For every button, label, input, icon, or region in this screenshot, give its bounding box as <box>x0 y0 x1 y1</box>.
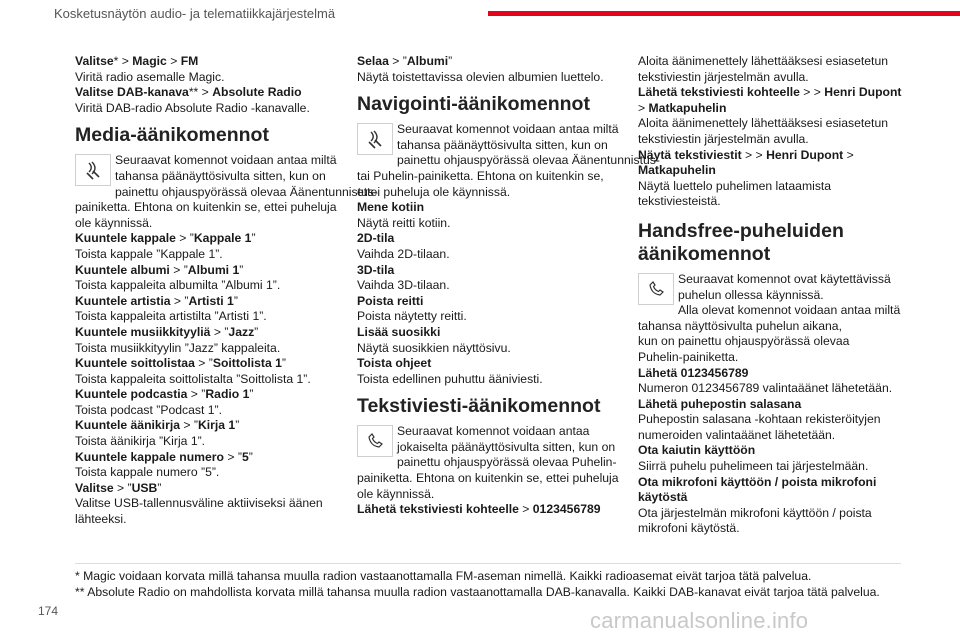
description-text: Vaihda 3D-tilaan. <box>357 278 450 293</box>
text-line: painettu ohjauspyörässä olevaa Puhelin- <box>397 455 617 470</box>
page-number: 174 <box>38 604 59 618</box>
description-text: > ” <box>388 54 407 68</box>
command-text: Absolute Radio <box>212 85 302 100</box>
command-text: 0123456789 <box>532 502 601 517</box>
handsfree-intro <box>638 272 900 366</box>
text-line: Seuraavat komennot voidaan antaa miltä <box>115 153 337 168</box>
description-text: Viritä DAB-radio Absolute Radio -kanavalle. <box>75 100 310 115</box>
column-2 <box>357 54 660 518</box>
command-text: Matkapuhelin <box>648 100 727 115</box>
description-text: Näytä toistettavissa olevien albumien luettelo. <box>357 69 604 84</box>
description-text: tekstiviestin järjestelmän avulla. <box>638 131 809 146</box>
phone-icon <box>638 273 674 305</box>
footnote-2: ** Absolute Radio on mahdollista korvata millä tahansa muulla radion vastaanottamalla DAB-kanavalla. Kaikki DAB-kanavat eivät tarjoa tätä palvelua. <box>75 584 880 599</box>
command-text: Kuuntele kappale numero <box>75 449 224 464</box>
text-line: Puhelin-painiketta. <box>638 349 739 364</box>
text-line <box>638 116 900 132</box>
command-text: Kuuntele soittolistaa <box>75 356 195 371</box>
text-line <box>638 101 900 117</box>
command-text: Kappale 1 <box>193 231 252 246</box>
text-line <box>638 132 900 148</box>
media-commands <box>75 231 337 527</box>
text-line <box>75 372 337 388</box>
command-text: Albumi 1 <box>187 262 240 277</box>
description-text: Siirrä puhelu puhelimeen tai järjestelmään. <box>638 459 869 474</box>
text-line: Alla olevat komennot voidaan antaa miltä <box>678 303 901 318</box>
text-line <box>638 381 900 397</box>
description-text: Aloita äänimenettely lähettääksesi esiasetetun <box>638 54 888 68</box>
command-text: Mene kotiin <box>357 200 425 215</box>
text-line <box>638 366 900 382</box>
description-text: > <box>638 100 649 115</box>
text-line <box>357 372 619 388</box>
text-line <box>638 459 900 475</box>
text-line <box>638 54 900 70</box>
command-text: Kirja 1 <box>197 418 236 433</box>
command-text: FM <box>180 54 199 68</box>
footnote-1: * Magic voidaan korvata millä tahansa muulla radion vastaanottamalla FM-aseman nimellä. Kaikki radioasemat eivät tarjoa tätä palvelua. <box>75 569 812 583</box>
command-text: Toista ohjeet <box>357 356 432 371</box>
description-text: ” <box>248 449 253 464</box>
command-text: Kuuntele äänikirja <box>75 418 180 433</box>
description-text: ” <box>448 54 453 68</box>
description-text: > ” <box>175 231 194 246</box>
text-line <box>357 200 619 216</box>
media-intro-text <box>75 153 378 231</box>
description-text: > <box>518 502 533 517</box>
command-text: Selaa <box>357 54 389 68</box>
description-text: ” <box>251 231 256 246</box>
description-text: ” <box>254 324 259 339</box>
description-text: > ” <box>187 387 206 402</box>
description-text: > <box>843 147 854 162</box>
description-text: Näytä luettelo puhelimen lataamista <box>638 178 832 193</box>
description-text: > ” <box>169 262 188 277</box>
radio-commands <box>75 54 337 116</box>
command-text: Henri Dupont <box>824 85 902 100</box>
text-line <box>638 490 900 506</box>
text-line <box>638 163 900 179</box>
text-line <box>75 341 337 357</box>
watermark: carmanualsonline.info <box>590 608 809 633</box>
text-line <box>357 231 619 247</box>
text-line <box>638 85 900 101</box>
text-line <box>75 450 337 466</box>
text-line <box>357 309 619 325</box>
text-line <box>75 496 337 512</box>
description-text: > ” <box>170 293 189 308</box>
description-text: Toista edellinen puhuttu ääniviesti. <box>357 371 543 386</box>
text-line: tahansa päänäyttösivulta sitten, kun on <box>397 137 608 152</box>
description-text: ” <box>233 293 238 308</box>
command-text: Lähetä 0123456789 <box>638 365 749 380</box>
text-line: jokaiselta päänäyttösivulta sitten, kun on <box>397 439 616 454</box>
text-line <box>357 341 619 357</box>
column-3 <box>638 54 900 537</box>
command-text: Artisti 1 <box>188 293 234 308</box>
command-text: Lisää suosikki <box>357 324 441 339</box>
text-line: puhelun ollessa käynnissä. <box>678 287 824 302</box>
voice-recognition-icon <box>75 154 111 186</box>
description-text: Toista podcast ”Podcast 1”. <box>75 402 222 417</box>
text-line: Seuraavat komennot ovat käytettävissä <box>678 271 891 286</box>
navigation-heading: Navigointi-äänikomennot <box>357 93 590 116</box>
text-line <box>357 263 619 279</box>
text-line <box>638 412 900 428</box>
command-text: Lähetä tekstiviesti kohteelle <box>638 85 800 100</box>
text-line <box>357 294 619 310</box>
command-text: Poista reitti <box>357 293 424 308</box>
text-line <box>75 325 337 341</box>
description-text: > ” <box>194 356 213 371</box>
text-line <box>75 309 337 325</box>
handsfree-heading-line-1: Handsfree-puheluiden <box>638 219 844 242</box>
command-text: Radio 1 <box>205 387 250 402</box>
command-text: Albumi <box>406 54 449 68</box>
text-line <box>75 85 337 101</box>
text-line <box>357 325 619 341</box>
text-line <box>75 481 337 497</box>
description-text: mikrofoni käytöstä. <box>638 521 740 536</box>
text-line <box>638 179 900 195</box>
command-text: Kuuntele podcastia <box>75 387 188 402</box>
description-text: Näytä reitti kotiin. <box>357 215 451 230</box>
text-line: painiketta. Ehtona on kuitenkin se, ettei puheluja <box>357 471 619 486</box>
command-text: Valitse <box>75 480 114 495</box>
command-text: Lähetä puhepostin salasana <box>638 396 802 411</box>
text-line <box>75 434 337 450</box>
text-line <box>638 70 900 86</box>
command-text: Valitse DAB-kanava <box>75 85 189 100</box>
footnotes <box>75 569 880 600</box>
text-line <box>75 403 337 419</box>
text-line <box>75 231 337 247</box>
description-text: Puhepostin salasana -kohtaan rekisteröityjen <box>638 412 881 427</box>
text-line <box>75 101 337 117</box>
description-text: Toista kappale numero ”5”. <box>75 465 220 480</box>
text-line: Seuraavat komennot voidaan antaa <box>397 424 590 439</box>
sms-intro <box>357 424 619 502</box>
sms-heading: Tekstiviesti-äänikomennot <box>357 395 601 418</box>
description-text: Toista kappale ”Kappale 1”. <box>75 246 223 261</box>
footnote-divider <box>75 563 901 564</box>
navigation-intro-text <box>357 122 660 200</box>
text-line <box>357 247 619 263</box>
command-text: Kuuntele artistia <box>75 293 171 308</box>
command-text: Ota kaiutin käyttöön <box>638 443 756 458</box>
phone-icon <box>357 425 393 457</box>
media-intro <box>75 153 378 231</box>
command-text: 5 <box>241 449 249 464</box>
command-text: Ota mikrofoni käyttöön / poista mikrofoni <box>638 474 877 489</box>
description-text: Toista kappaleita soittolistalta ”Soittolista 1”. <box>75 371 311 386</box>
text-line: painettu ohjauspyörässä olevaa Äänentunnistus- <box>397 153 660 168</box>
text-line <box>638 521 900 537</box>
description-text: ” <box>239 262 244 277</box>
description-text: Ota järjestelmän mikrofoni käyttöön / poista <box>638 505 872 520</box>
text-line <box>638 475 900 491</box>
text-line <box>75 263 337 279</box>
description-text: Toista äänikirja ”Kirja 1”. <box>75 434 206 449</box>
description-text: > <box>166 54 181 68</box>
text-line: ole käynnissä. <box>357 486 435 501</box>
text-line <box>357 356 619 372</box>
description-text: Aloita äänimenettely lähettääksesi esiasetetun <box>638 116 888 131</box>
navigation-commands <box>357 200 619 387</box>
command-text: Matkapuhelin <box>638 163 716 178</box>
command-text: 2D-tila <box>357 231 395 246</box>
handsfree-heading-line-2: äänikomennot <box>638 242 771 265</box>
command-text: Kuuntele musiikkityyliä <box>75 324 211 339</box>
text-line <box>75 387 337 403</box>
description-text: Toista kappaleita artistilta ”Artisti 1”. <box>75 309 267 324</box>
text-line <box>75 278 337 294</box>
sms-commands-continued <box>638 54 900 210</box>
header-accent-bar <box>488 11 960 16</box>
text-line <box>357 502 619 518</box>
description-text: Vaihda 2D-tilaan. <box>357 246 450 261</box>
text-line <box>75 418 337 434</box>
description-text: Toista musiikkityylin ”Jazz” kappaleita. <box>75 340 281 355</box>
handsfree-commands <box>638 366 900 538</box>
text-line: tahansa päänäyttösivulta sitten, kun on <box>115 168 326 183</box>
description-text: > ” <box>224 449 242 464</box>
header-title: Kosketusnäytön audio- ja telematiikkajärjestelmä <box>54 6 336 21</box>
description-text: Valitse USB-tallennusväline aktiiviseksi äänen <box>75 496 323 511</box>
description-text: tekstiviestin järjestelmän avulla. <box>638 69 809 84</box>
text-line <box>75 356 337 372</box>
text-line <box>75 247 337 263</box>
handsfree-intro-text <box>638 272 900 366</box>
description-text: ” <box>281 356 286 371</box>
description-text: ” <box>249 387 254 402</box>
description-text: > ” <box>179 418 198 433</box>
text-line: ettei puheluja ole käynnissä. <box>357 184 511 199</box>
command-text: Valitse <box>75 54 114 68</box>
sms-intro-text <box>357 424 619 502</box>
command-text: Magic <box>132 54 167 68</box>
description-text: ” <box>157 480 162 495</box>
description-text: Poista näytetty reitti. <box>357 309 467 324</box>
text-line: painettu ohjauspyörässä olevaa Äänentunnistus- <box>115 184 378 199</box>
text-line <box>638 443 900 459</box>
text-line <box>638 148 900 164</box>
text-line <box>357 216 619 232</box>
text-line: tai Puhelin-painiketta. Ehtona on kuitenkin se, <box>357 168 604 183</box>
description-text: > > <box>741 147 767 162</box>
description-text: tekstiviesteistä. <box>638 194 721 209</box>
command-text: Soittolista 1 <box>212 356 282 371</box>
command-text: Kuuntele albumi <box>75 262 170 277</box>
text-line: Seuraavat komennot voidaan antaa miltä <box>397 122 619 137</box>
description-text: ” <box>235 418 240 433</box>
text-line <box>357 70 619 86</box>
text-line <box>75 294 337 310</box>
text-line <box>75 54 337 70</box>
command-text: Kuuntele kappale <box>75 231 176 246</box>
description-text: ** > <box>188 85 213 100</box>
command-text: 3D-tila <box>357 262 395 277</box>
voice-recognition-icon <box>357 123 393 155</box>
command-text: Näytä tekstiviestit <box>638 147 742 162</box>
text-line: kun on painettu ohjauspyörässä olevaa <box>638 334 850 349</box>
description-text: Viritä radio asemalle Magic. <box>75 69 225 84</box>
description-text: lähteeksi. <box>75 512 127 527</box>
sms-commands <box>357 502 619 518</box>
media-heading: Media-äänikomennot <box>75 124 269 147</box>
command-text: Lähetä tekstiviesti kohteelle <box>357 502 519 517</box>
text-line <box>638 194 900 210</box>
handsfree-heading <box>638 220 900 266</box>
description-text: Toista kappaleita albumilta ”Albumi 1”. <box>75 278 281 293</box>
description-text: > > <box>799 85 825 100</box>
description-text: * > <box>113 54 133 68</box>
text-line: tahansa näyttösivulta puhelun aikana, <box>638 318 842 333</box>
command-text: Jazz <box>228 324 255 339</box>
text-line: ole käynnissä. <box>75 215 153 230</box>
text-line <box>75 465 337 481</box>
description-text: Numeron 0123456789 valintaäänet lähetetään. <box>638 381 893 396</box>
description-text: Näytä suosikkien näyttösivu. <box>357 340 511 355</box>
text-line <box>638 397 900 413</box>
text-line <box>75 70 337 86</box>
description-text: > ” <box>210 324 229 339</box>
navigation-intro <box>357 122 660 200</box>
description-text: numeroiden valintaäänet lähetetään. <box>638 427 836 442</box>
text-line <box>357 278 619 294</box>
text-line <box>638 428 900 444</box>
text-line <box>638 506 900 522</box>
text-line: painiketta. Ehtona on kuitenkin se, ettei puheluja <box>75 200 337 215</box>
description-text: > ” <box>113 480 132 495</box>
browse-commands <box>357 54 619 85</box>
command-text: Henri Dupont <box>766 147 844 162</box>
command-text: USB <box>131 480 158 495</box>
text-line <box>75 512 337 528</box>
text-line <box>357 54 619 70</box>
command-text: käytöstä <box>638 490 688 505</box>
